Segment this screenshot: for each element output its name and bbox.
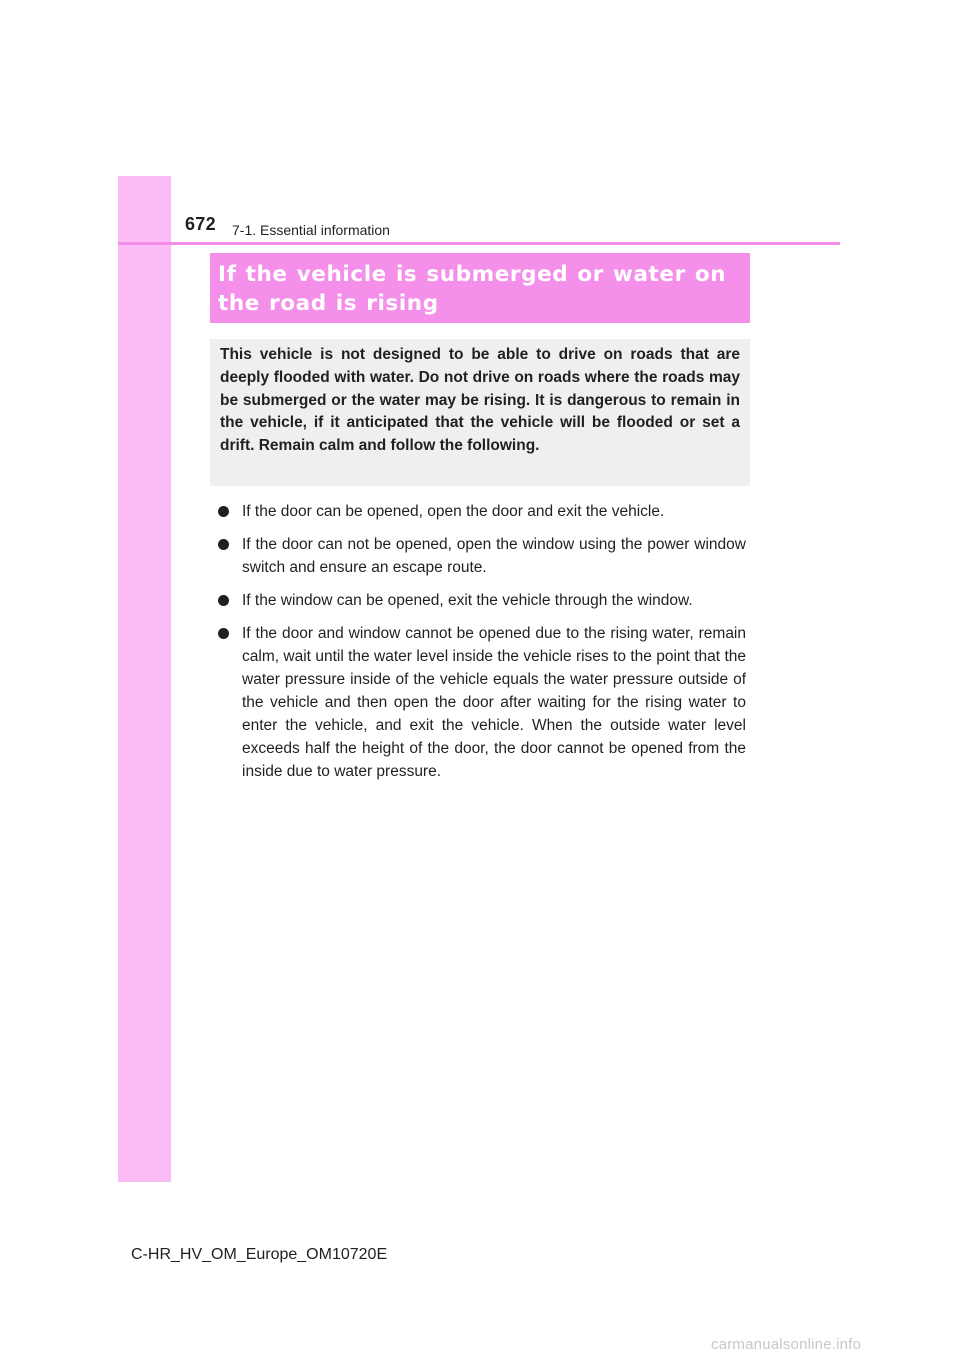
list-item-text: If the window can be opened, exit the vehicle through the window.: [242, 592, 693, 609]
bullet-icon: [218, 628, 229, 639]
list-item-text: If the door can not be opened, open the window using the power window switch and ensure an escape route.: [242, 536, 746, 576]
header-rule: [118, 242, 840, 245]
section-title: If the vehicle is submerged or water on the road is rising: [218, 262, 727, 316]
chapter-side-band: [118, 176, 171, 1182]
instruction-list: [216, 500, 746, 793]
list-item: [216, 500, 746, 523]
list-item: [216, 589, 746, 612]
watermark: carmanualsonline.info: [711, 1336, 862, 1353]
list-item-text: If the door can be opened, open the door and exit the vehicle.: [242, 503, 665, 520]
intro-text: This vehicle is not designed to be able to drive on roads that are deeply flooded with water. Do not drive on roads where the roads may be submerged or the water may be rising. It is dangerous to remain in the vehicle, if it anticipated that the vehicle will be flooded or set a drift. Remain calm and follow the following.: [220, 346, 740, 455]
list-item: [216, 622, 746, 783]
section-title-box: [210, 253, 750, 323]
bullet-icon: [218, 539, 229, 550]
bullet-icon: [218, 595, 229, 606]
page-number: 672: [185, 214, 216, 234]
list-item: [216, 533, 746, 579]
intro-box: [210, 339, 750, 486]
list-item-text: If the door and window cannot be opened due to the rising water, remain calm, wait until the water level inside the vehicle rises to the point that the water pressure inside of the vehicle equals the water pressure outside of the vehicle and then open the door after waiting for the rising water to enter the vehicle, and exit the vehicle. When the outside water level exceeds half the height of the door, the door cannot be opened from the inside due to water pressure.: [242, 625, 746, 780]
document-code: C-HR_HV_OM_Europe_OM10720E: [131, 1246, 388, 1263]
section-label: 7-1. Essential information: [232, 222, 390, 238]
bullet-icon: [218, 506, 229, 517]
